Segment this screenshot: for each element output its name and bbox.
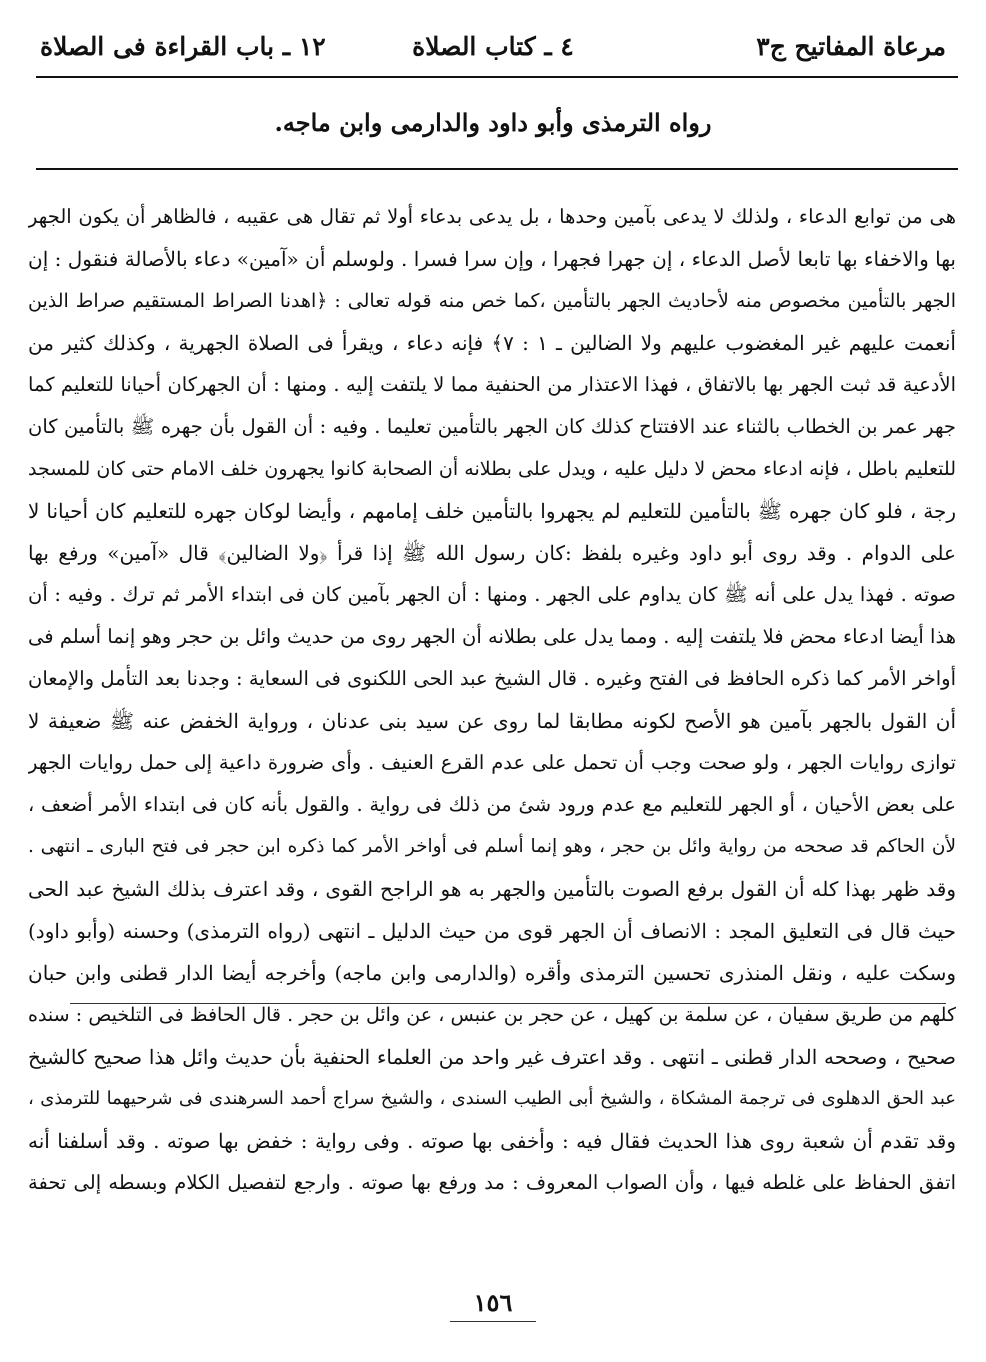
text-line: أن القول بالجهر بآمين هو الأصح لكونه مطابقا لما روى عن سيد بنى عدنان ، ورواية الخفض عنه ﷺ ضعيفة لا bbox=[28, 709, 956, 733]
text-line: أنعمت عليهم غير المغضوب عليهم ولا الضالين ـ ١ : ٧﴾ فإنه دعاء ، ويقرأ فى الصلاة الجهرية ، وكذلك كثير من bbox=[28, 331, 956, 355]
text-line: كلهم من طريق سفيان ، عن سلمة بن كهيل ، عن حجر بن عنبس ، عن وائل بن حجر . قال الحافظ فى التلخيص : سنده bbox=[28, 1004, 956, 1026]
text-line: أواخر الأمر كما ذكره الحافظ فى الفتح وغيره . قال الشيخ عبد الحى اللكنوى فى السعاية : وجدنا بعد التأمل والإمعان bbox=[28, 667, 956, 690]
header-section-title: ١٢ ـ باب القراءة فى الصلاة bbox=[40, 31, 326, 61]
text-line: رجة ، فلو كان جهره ﷺ بالتأمين للتعليم لم يجهروا بالتأمين خلف إمامهم ، وأيضا لوكان جهره للتعليم كان أحيانا لا bbox=[28, 499, 956, 523]
text-line: عبد الحق الدهلوى فى ترجمة المشكاة ، والشيخ أبى الطيب السندى ، والشيخ سراج أحمد السرهندى فى شرحيهما للترمذى ، bbox=[28, 1088, 956, 1109]
text-line: بها والاخفاء بها تابعا لأصل الدعاء ، إن جهرا فجهرا ، وإن سرا فسرا . ولوسلم أن «آمين» دعاء بالأصالة فنقول : إن bbox=[28, 247, 956, 271]
header-divider bbox=[36, 76, 958, 78]
text-line: وقد ظهر بهذا كله أن القول برفع الصوت بالتأمين والجهر به هو الراجح القوى ، وقد اعترف بذلك الشيخ عبد الحى bbox=[28, 877, 956, 901]
text-line: لأن الحاكم قد صححه من رواية وائل بن حجر ، وهو إنما أسلم فى أواخر الأمر كما ذكره ابن حجر فى فتح البارى ـ انتهى . bbox=[28, 836, 956, 857]
header-book-title: مرعاة المفاتيح ج٣ bbox=[756, 31, 946, 61]
text-line: للتعليم باطل ، فإنه ادعاء محض لا دليل عليه ، ويدل على بطلانه أن الصحابة كانوا يجهرون خلف الامام حتى كان للمسجد bbox=[28, 458, 956, 480]
text-line: اتفق الحفاظ على غلطه فيها ، وأن الصواب المعروف : مد ورفع بها صوته . وارجع لتفصيل الكلام وبسطه إلى تحفة bbox=[28, 1171, 956, 1194]
page-number bbox=[0, 1288, 986, 1322]
text-line: الأدعية قد ثبت الجهر بها بالاتفاق ، فهذا الاعتذار من الحنفية مما لا يلتفت إليه . ومنها : أن الجهركان أحيانا للتعليم كما bbox=[28, 373, 956, 396]
text-line: وسكت عليه ، ونقل المنذرى تحسين الترمذى وأقره (والدارمى وابن ماجه) وأخرجه أيضا الدار قطنى وابن حبان bbox=[28, 961, 956, 985]
text-line: حيث قال فى التعليق المجد : الانصاف أن الجهر قوى من حيث الدليل ـ انتهى (رواه الترمذى) وحسنه (وأبو داود) bbox=[28, 919, 956, 943]
text-line: توازى روايات الجهر ، ولو صحت وجب أن تحمل على عدم القرع العنيف . وأى ضرورة داعية إلى حمل روايات الجهر bbox=[28, 751, 956, 774]
commentary-body bbox=[28, 196, 956, 1204]
page-number-rule bbox=[450, 1321, 536, 1322]
reference-underline bbox=[70, 1003, 946, 1004]
text-line: على الدوام . وقد روى أبو داود وغيره بلفظ :كان رسول الله ﷺ إذا قرأ ﴿ولا الضالين﴾ قال «آمين» ورفع بها bbox=[28, 541, 956, 565]
text-line: جهر عمر بن الخطاب بالثناء عند الافتتاح كذلك كان الجهر بالتأمين تعليما . وفيه : أن القول بأن جهره ﷺ بالتأمين كان bbox=[28, 415, 956, 438]
page-number-text: ١٥٦ bbox=[473, 1288, 513, 1317]
commentary-divider bbox=[36, 168, 958, 170]
hadith-reference: رواه الترمذى وأبو داود والدارمى وابن ماجه. bbox=[274, 108, 712, 137]
text-line: وقد تقدم أن شعبة روى هذا الحديث فقال فيه : وأخفى بها صوته . وفى رواية : خفض بها صوته . وقد أسلفنا أنه bbox=[28, 1129, 956, 1153]
text-line: صوته . فهذا يدل على أنه ﷺ كان يداوم على الجهر . ومنها : أن الجهر بآمين كان فى ابتداء الأمر ثم ترك . وفيه : أن bbox=[28, 583, 956, 606]
text-line: هى من توابع الدعاء ، ولذلك لا يدعى بآمين وحدها ، بل يدعى بدعاء أولا ثم تقال هى عقيبه ، فالظاهر أن يكون الجهر bbox=[28, 205, 956, 228]
text-line: الجهر بالتأمين مخصوص منه لأحاديث الجهر بالتأمين ،كما خص منه قوله تعالى : ﴿اهدنا الصراط المستقيم صراط الذين bbox=[28, 290, 956, 312]
text-line: هذا أيضا ادعاء محض فلا يلتفت إليه . ومما يدل على بطلانه أن الجهر روى من حديث وائل بن حجر وهو إنما أسلم فى bbox=[28, 625, 956, 648]
header-chapter-title: ٤ ـ كتاب الصلاة bbox=[412, 31, 574, 61]
running-header bbox=[40, 22, 946, 70]
text-line: على بعض الأحيان ، أو الجهر للتعليم مع عدم ورود شئ من ذلك فى رواية . والقول بأنه كان فى ابتداء الأمر أضعف ، bbox=[28, 793, 956, 816]
text-line: صحيح ، وصححه الدار قطنى ـ انتهى . وقد اعترف غير واحد من العلماء الحنفية بأن حديث وائل هذا صحيح كالشيخ bbox=[28, 1045, 956, 1069]
